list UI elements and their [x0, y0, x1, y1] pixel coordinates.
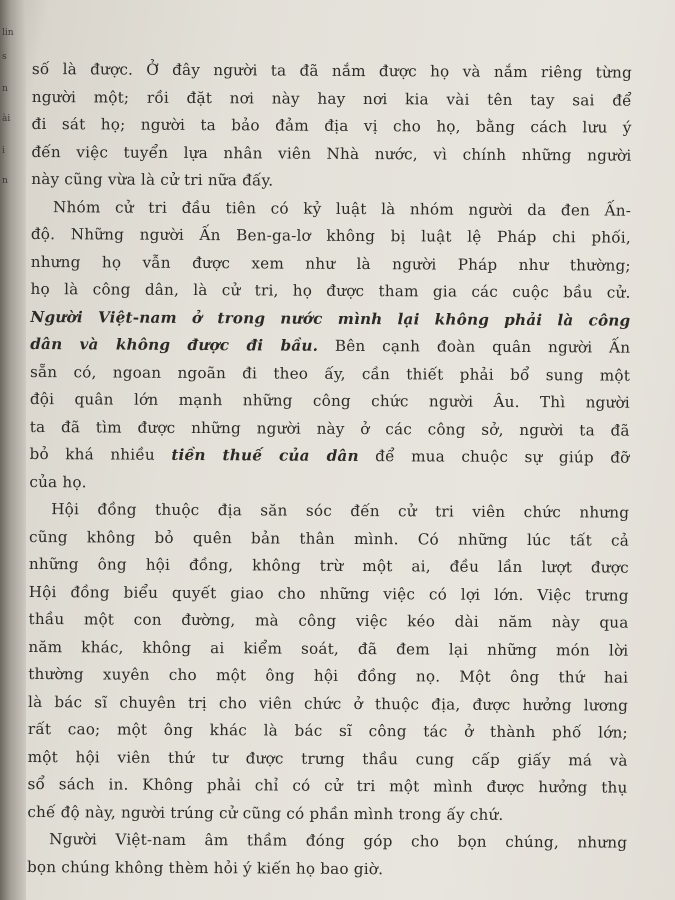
text-line — [30, 358, 630, 389]
text-segment: người một; rồi đặt nơi này hay nơi kia vài tên tay sai để — [31, 87, 632, 110]
text-segment: Hội đồng biểu quyết giao cho những việc có lợi lớn. Việc trưng — [28, 582, 629, 605]
text-segment: bọn chúng không thèm hỏi ý kiến họ bao giờ. — [26, 857, 384, 878]
edge-mark: s — [2, 52, 7, 62]
text-line — [27, 853, 627, 884]
text-line — [31, 221, 631, 252]
edge-mark: ài — [2, 114, 11, 124]
text-segment: bỏ khá nhiều — [29, 444, 172, 464]
text-segment: Người Việt-nam âm thầm đóng góp cho bọn chúng, nhưng — [49, 830, 628, 852]
text-segment: đi sát họ; người ta bảo đảm địa vị cho họ, bằng cách lưu ý — [31, 114, 632, 137]
text-line — [28, 716, 628, 747]
text-segment: đến việc tuyển lựa nhân viên Nhà nước, vì chính những người — [31, 142, 632, 165]
text-segment: chế độ này, người trúng cử cũng có phần mình trong ấy chứ. — [27, 802, 504, 824]
text-line — [27, 771, 627, 802]
text-line — [31, 248, 631, 279]
facing-page-edge — [0, 0, 26, 900]
text-line — [27, 826, 627, 857]
text-segment: đội quân lớn mạnh những công chức người Âu. Thì người — [29, 389, 630, 412]
text-segment: nhưng họ vẫn được xem như là người Pháp như thường; — [30, 252, 631, 275]
edge-mark: i — [2, 146, 5, 156]
text-line — [29, 551, 629, 582]
text-line — [32, 56, 632, 87]
text-segment: ta đã tìm được những người này ở các công sở, người ta đã — [29, 417, 630, 440]
text-line — [29, 578, 629, 609]
text-segment: Bên cạnh đoàn quân người Ấn — [318, 336, 631, 357]
emphasis-text: Người Việt-nam ở trong nước mình lại không phải là công — [30, 307, 631, 330]
text-line — [28, 688, 628, 719]
text-line — [30, 276, 630, 307]
text-segment: sổ sách in. Không phải chỉ có cử tri một mình được hưởng thụ — [27, 774, 628, 797]
edge-mark: n — [2, 84, 8, 94]
text-line — [31, 138, 631, 169]
text-segment: năm khác, không ai kiểm soát, đã đem lại những món lời — [28, 637, 629, 660]
text-line — [29, 441, 629, 472]
text-line — [30, 413, 630, 444]
text-segment: số là được. Ở đây người ta đã nắm được họ và nắm riêng từng — [31, 59, 632, 82]
emphasis-text: tiền thuế của dân — [171, 445, 359, 466]
emphasis-text: dân và không được đi bầu. — [30, 334, 319, 355]
text-segment: độ. Những người Ấn Ben-ga-lơ không bị luật lệ Pháp chi phối, — [30, 224, 631, 247]
text-line — [29, 468, 629, 499]
text-segment: họ là công dân, là cử tri, họ được tham gia các cuộc bầu cử. — [30, 279, 631, 302]
body-text — [27, 56, 632, 885]
text-segment: những ông hội đồng, không trừ một ai, đều lần lượt được — [28, 554, 629, 577]
text-segment: Nhóm cử tri đầu tiên có kỷ luật là nhóm người da đen Ấn- — [53, 197, 632, 220]
text-segment: cũng không bỏ quên bản thân mình. Có những lúc tất cả — [29, 527, 630, 550]
text-line — [31, 193, 631, 224]
text-line — [29, 496, 629, 527]
text-segment: thường xuyên cho một ông hội đồng nọ. Một ông thứ hai — [28, 664, 629, 687]
text-line — [30, 386, 630, 417]
text-segment: của họ. — [29, 472, 87, 491]
text-line — [27, 798, 627, 829]
text-line — [30, 303, 630, 334]
text-line — [29, 523, 629, 554]
text-segment: này cũng vừa là cử tri nữa đấy. — [31, 169, 274, 190]
edge-mark: lin — [2, 28, 14, 38]
text-line — [28, 633, 628, 664]
text-segment: rất cao; một ông khác là bác sĩ công tác ở thành phố lớn; — [27, 719, 628, 742]
text-line — [28, 743, 628, 774]
text-line — [28, 606, 628, 637]
text-line — [32, 83, 632, 114]
text-segment: Hội đồng thuộc địa săn sóc đến cử tri viên chức nhưng — [51, 500, 630, 522]
text-segment: thầu một con đường, mà công việc kéo dài năm này qua — [28, 609, 629, 632]
text-segment: là bác sĩ chuyên trị cho viên chức ở thuộc địa, được hưởng lương — [28, 692, 629, 715]
text-line — [30, 331, 630, 362]
text-line — [31, 166, 631, 197]
text-line — [28, 661, 628, 692]
edge-mark: n — [2, 176, 8, 186]
text-segment: một hội viên thứ tư được trưng thầu cung cấp giấy má và — [27, 747, 628, 770]
text-segment: để mua chuộc sự giúp đỡ — [358, 447, 630, 467]
text-segment: sẵn có, ngoan ngoãn đi theo ấy, cần thiết phải bổ sung một — [30, 362, 631, 385]
text-line — [31, 111, 631, 142]
